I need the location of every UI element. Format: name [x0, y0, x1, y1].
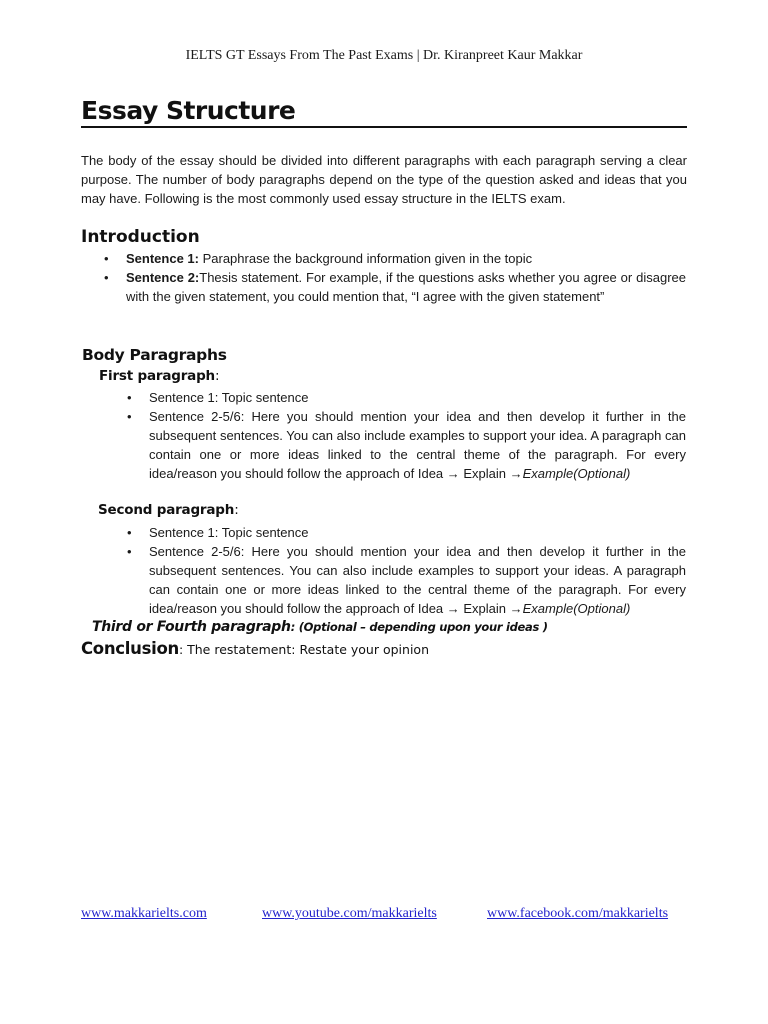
item-label: Sentence 2:: [126, 270, 200, 285]
example-text: Example(Optional): [522, 601, 631, 616]
youtube-link[interactable]: www.youtube.com/makkarielts: [262, 906, 437, 921]
item-label: Sentence 1:: [126, 251, 199, 266]
bullet-icon: •: [127, 409, 132, 424]
item-text: Sentence 1: Topic sentence: [149, 525, 309, 540]
example-text: Example(Optional): [522, 466, 631, 481]
page-title: Essay Structure: [81, 96, 687, 128]
first-paragraph-label: First paragraph: [99, 368, 215, 384]
third-paragraph-heading: [92, 619, 548, 635]
arrow-right-icon: →: [509, 466, 523, 481]
bullet-icon: •: [104, 270, 109, 285]
page-header: IELTS GT Essays From The Past Exams | Dr. Kiranpreet Kaur Makkar: [185, 48, 583, 63]
intro-paragraph: The body of the essay should be divided into different paragraphs with each paragraph serving a clear purpose. The number of body paragraphs depend on the type of the question asked and ideas that you may have. Following is the most commonly used essay structure in the IELTS exam.: [81, 153, 687, 206]
list-item: [127, 523, 686, 542]
arrow-right-icon: →: [509, 601, 523, 616]
explain-text: Explain: [459, 601, 510, 616]
item-text: Sentence 1: Topic sentence: [149, 390, 309, 405]
introduction-heading: Introduction: [81, 227, 200, 247]
second-paragraph-label: Second paragraph: [98, 502, 235, 518]
item-text: Paraphrase the background information given in the topic: [198, 251, 533, 266]
item-text: Sentence 2-5/6: Here you should mention your idea and then develop it further in the subsequent sentences. You can also include examples to support your idea. A paragraph can contain one or more ideas linked to the central theme of the paragraph. For every idea/reason you should follow the approach of Idea: [149, 409, 686, 481]
conclusion-text: : The restatement: Restate your opinion: [178, 642, 429, 657]
colon: :: [234, 502, 239, 518]
third-paragraph-label: Third or Fourth paragraph: [92, 619, 291, 635]
introduction-list: [104, 249, 686, 306]
colon: :: [214, 368, 220, 384]
body-paragraphs-heading: Body Paragraphs: [82, 346, 227, 364]
bullet-icon: •: [104, 251, 109, 266]
bullet-icon: •: [127, 390, 132, 405]
conclusion-heading: Conclusion: [81, 639, 179, 658]
bullet-icon: •: [127, 525, 132, 540]
second-paragraph-heading: [98, 502, 239, 518]
list-item: [104, 249, 686, 268]
website-link[interactable]: www.makkarielts.com: [81, 906, 207, 921]
third-paragraph-note: : (Optional – depending upon your ideas ): [290, 620, 548, 634]
list-item: [127, 388, 686, 407]
arrow-right-icon: →: [446, 601, 460, 616]
arrow-right-icon: →: [446, 466, 460, 481]
first-paragraph-heading: [99, 368, 219, 384]
list-item: [127, 407, 686, 483]
list-item: [104, 268, 686, 306]
first-paragraph-list: [127, 388, 686, 483]
bullet-icon: •: [127, 544, 132, 559]
item-text: Sentence 2-5/6: Here you should mention your idea and then develop it further in the subsequent sentences. You can also include examples to support your ideas. A paragraph can contain one or more ideas linked to the central theme of the paragraph. For every idea/reason you should follow the approach of Idea: [149, 544, 686, 616]
list-item: [127, 542, 686, 618]
explain-text: Explain: [459, 466, 510, 481]
second-paragraph-list: [127, 523, 686, 618]
conclusion-line: [81, 639, 429, 658]
facebook-link[interactable]: www.facebook.com/makkarielts: [487, 906, 669, 921]
item-text: Thesis statement. For example, if the questions asks whether you agree or disagree with the given statement, you could mention that, “I agree with the given statement”: [126, 270, 686, 304]
